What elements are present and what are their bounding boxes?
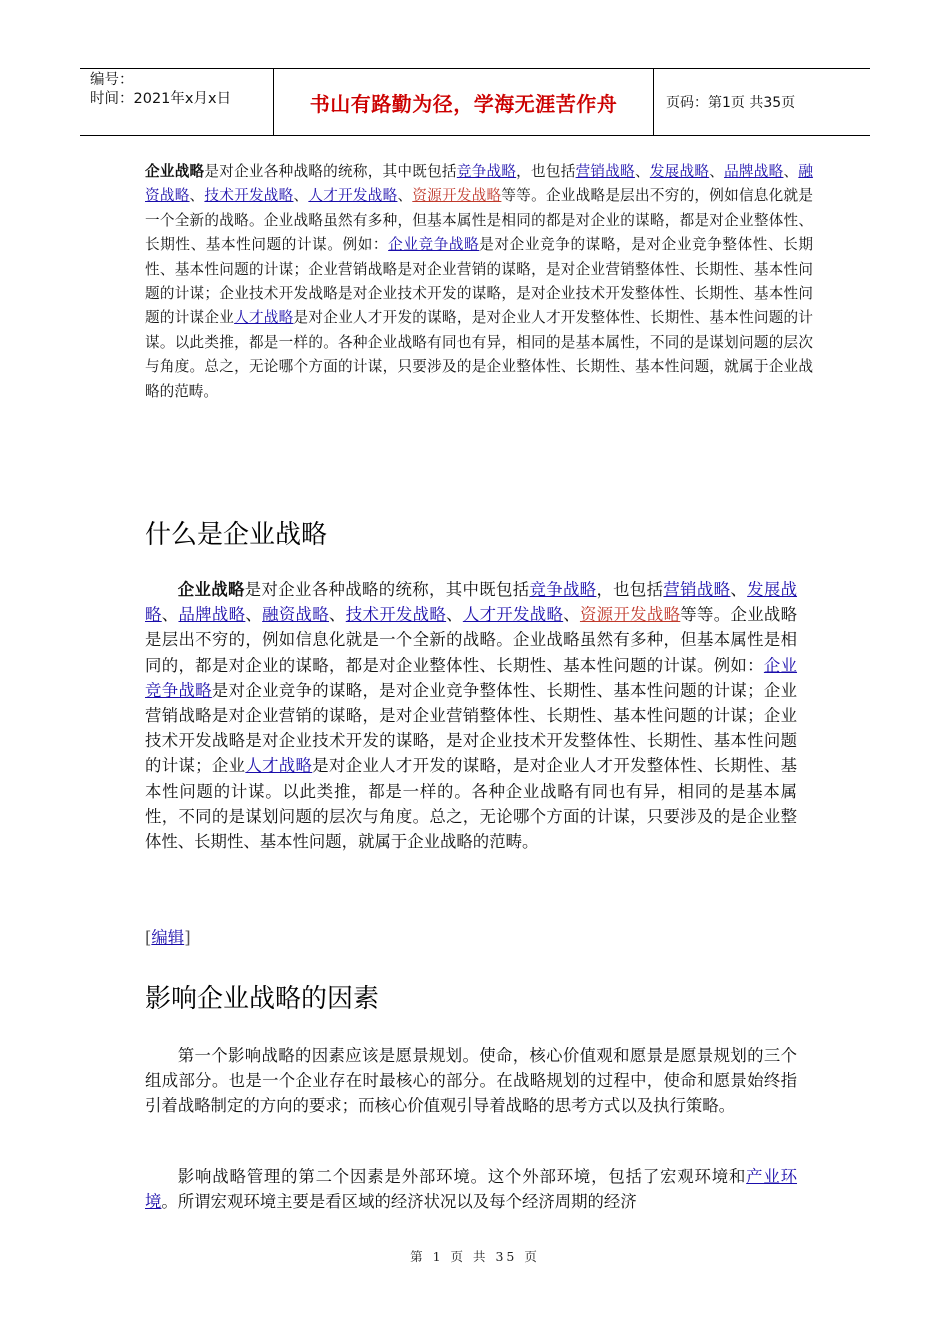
separator: 、 [189, 187, 205, 205]
para-text: 是对企业各种战略的统称，其中既包括 [244, 580, 530, 599]
link-talent-dev-strategy[interactable]: 人才开发战略 [462, 605, 564, 625]
section2-paragraph-2 [145, 1164, 797, 1214]
link-resource-strategy[interactable]: 资源开发战略 [412, 187, 502, 205]
link-compete-strategy[interactable]: 竞争战略 [456, 163, 517, 180]
bracket-close: ] [184, 928, 191, 947]
edit-section-link [145, 924, 191, 948]
link-talent-dev-strategy[interactable]: 人才开发战略 [308, 187, 398, 205]
link-resource-strategy[interactable]: 资源开发战略 [579, 605, 681, 625]
link-brand-strategy[interactable]: 品牌战略 [724, 163, 784, 180]
link-brand-strategy[interactable]: 品牌战略 [178, 605, 246, 625]
header-motto: 书山有路勤为径，学海无涯苦作舟 [274, 69, 654, 135]
header-meta [80, 69, 274, 135]
separator: 、 [783, 163, 799, 180]
intro-text: 是对企业竞争的谋略，是对企业竞争整体性、长期性、基本性问题的计谋；企业营销战略是对企业营销的谋略，是对企业营销整体性、长期性、基本性问题的计谋；企业技术开发战略是对企业技术开发的谋略，是对企业技术开发整体性、长期性、基本性问题的计谋企业 [145, 236, 813, 327]
link-finance-strategy[interactable]: 融资战略 [145, 163, 813, 205]
page-footer: 第 1 页 共 35 页 [410, 1249, 540, 1264]
separator: 、 [329, 605, 346, 625]
separator: 、 [397, 187, 413, 205]
number-label: 编号： [90, 72, 134, 88]
intro-text: 是对企业人才开发的谋略，是对企业人才开发整体性、长期性、基本性问题的计谋。以此类推，都是一样的。各种企业战略有同也有异，相同的是基本属性，不同的是谋划问题的层次与角度。总之，无论哪个方面的计谋，只要涉及的是企业整体性、长期性、基本性问题，就属于企业战略的范畴。 [145, 309, 813, 400]
intro-paragraph [145, 160, 813, 404]
separator: 、 [446, 605, 463, 625]
para-text: 。所谓宏观环境主要是看区域的经济状况以及每个经济周期的经济 [161, 1192, 637, 1212]
page-header [80, 68, 870, 136]
intro-term: 企业战略 [145, 163, 205, 180]
separator: 、 [709, 163, 725, 180]
section2-paragraph-1: 第一个影响战略的因素应该是愿景规划。使命，核心价值观和愿景是愿景规划的三个组成部分。也是一个企业存在时最核心的部分。在战略规划的过程中，使命和愿景始终指引着战略制定的方向的要求；而核心价值观引导着战略的思考方式以及执行策略。 [145, 1046, 797, 1116]
section1-paragraph [145, 577, 797, 854]
separator: 、 [245, 605, 263, 625]
para-text: 是对企业人才开发的谋略，是对企业人才开发整体性、长期性、基本性问题的计谋。以此类推，都是一样的。各种企业战略有同也有异，相同的是基本属性，不同的是谋划问题的层次与角度。总之，无论哪个方面的计谋，只要涉及的是企业整体性、长期性、基本性问题，就属于企业战略的范畴。 [145, 756, 797, 852]
link-talent-strategy[interactable]: 人才战略 [234, 309, 294, 327]
date-label: 时间：2021年x月x日 [90, 91, 232, 107]
intro-text: ，也包括 [516, 163, 576, 180]
link-marketing-strategy[interactable]: 营销战略 [663, 580, 731, 599]
separator: 、 [161, 605, 179, 625]
link-tech-strategy[interactable]: 技术开发战略 [345, 605, 447, 625]
para-text: ，也包括 [596, 580, 664, 599]
link-development-strategy[interactable]: 发展战略 [649, 163, 710, 180]
para-text: 影响战略管理的第二个因素是外部环境。这个外部环境，包括了宏观环境和 [177, 1167, 747, 1186]
intro-text: 是对企业各种战略的统称，其中既包括 [204, 163, 457, 180]
link-development-strategy[interactable]: 发展战略 [145, 580, 798, 625]
link-finance-strategy[interactable]: 融资战略 [262, 605, 330, 625]
link-corp-compete-strategy[interactable]: 企业竞争战略 [388, 236, 480, 254]
separator: 、 [730, 580, 748, 599]
separator: 、 [563, 605, 580, 625]
edit-link[interactable]: 编辑 [151, 928, 185, 947]
section-heading-factors: 影响企业战略的因素 [145, 984, 380, 1014]
link-marketing-strategy[interactable]: 营销战略 [575, 163, 635, 180]
separator: 、 [293, 187, 309, 205]
para-text: 等等。企业战略是层出不穷的，例如信息化就是一个全新的战略。企业战略虽然有多种，但基本属性是相同的，都是对企业的谋略，都是对企业整体性、长期性、基本性问题的计谋。例如： [145, 605, 798, 675]
section1-term: 企业战略 [177, 580, 245, 599]
separator: 、 [634, 163, 650, 180]
link-compete-strategy[interactable]: 竞争战略 [529, 580, 597, 599]
intro-text: 等等。企业战略是层出不穷的，例如信息化就是一个全新的战略。企业战略虽然有多种，但基本属性是相同的都是对企业的谋略，都是对企业整体性、长期性、基本性问题的计谋。例如： [145, 187, 813, 254]
link-corp-compete-strategy[interactable]: 企业竞争战略 [145, 655, 798, 700]
header-page-label: 页码：第1页 共35页 [666, 95, 796, 111]
link-tech-strategy[interactable]: 技术开发战略 [204, 187, 294, 205]
bracket-open: [ [145, 928, 152, 947]
para-text: 是对企业竞争的谋略，是对企业竞争整体性、长期性、基本性问题的计谋；企业营销战略是对企业营销的谋略，是对企业营销整体性、长期性、基本性问题的计谋；企业技术开发战略是对企业技术开发的谋略，是对企业技术开发整体性、长期性、基本性问题的计谋；企业 [145, 680, 797, 776]
link-industry-environment[interactable]: 产业环境 [145, 1167, 798, 1212]
link-talent-strategy[interactable]: 人才战略 [245, 756, 313, 776]
section-heading-what-is: 什么是企业战略 [145, 520, 328, 550]
